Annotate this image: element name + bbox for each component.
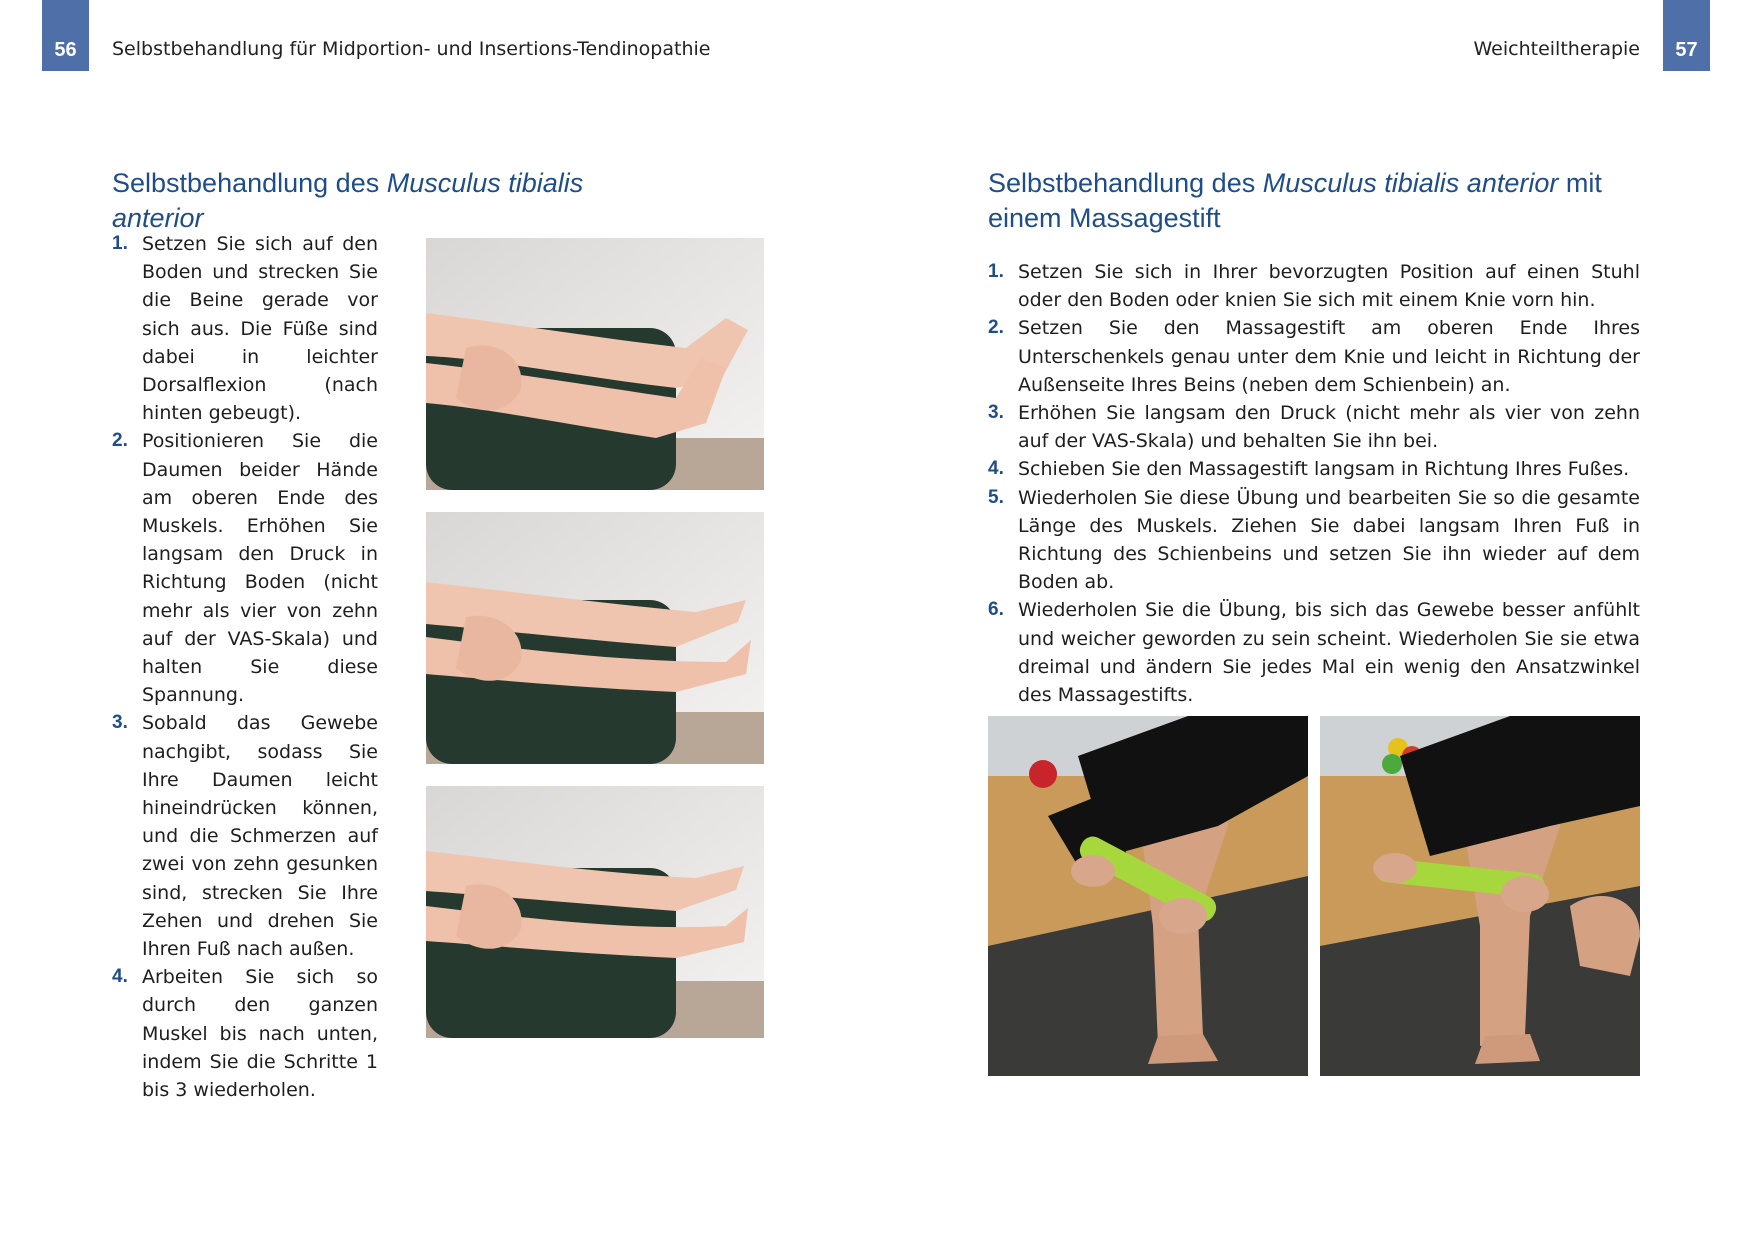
- photo-legs-step-3: [426, 786, 764, 1038]
- list-item: [988, 455, 1640, 483]
- step-number: 4.: [988, 458, 1004, 480]
- step-number: 1.: [112, 233, 128, 254]
- section-heading-left: [112, 166, 672, 236]
- step-text: Setzen Sie den Massagestift am oberen Ende Ihres Unterschenkels genau unter dem Knie und leicht in Richtung der Außenseite Ihres Beins (neben dem Schienbein) an.: [1018, 317, 1640, 396]
- list-item: [988, 399, 1640, 455]
- list-item: [112, 230, 378, 427]
- list-item: [988, 484, 1640, 597]
- photo-legs-step-1: [426, 238, 764, 490]
- heading-italic: Musculus tibialis anterior: [112, 168, 584, 233]
- photo-massage-stick-1: [988, 716, 1308, 1076]
- list-item: [988, 596, 1640, 709]
- section-heading-right: [988, 166, 1648, 236]
- heading-suffix: mit einem Massagestift: [988, 168, 1602, 233]
- running-head-right: Weichteiltherapie: [1473, 38, 1640, 60]
- step-number: 2.: [112, 430, 128, 452]
- list-item: [988, 314, 1640, 399]
- heading-prefix: Selbstbehandlung des: [112, 168, 387, 198]
- list-item: [112, 427, 378, 709]
- step-text: Setzen Sie sich in Ihrer bevorzugten Position auf einen Stuhl oder den Boden oder knien Sie sich mit einem Knie vorn hin.: [1018, 261, 1640, 312]
- step-number: 1.: [988, 261, 1004, 282]
- running-head-left: Selbstbehandlung für Midportion- und Insertions-Tendinopathie: [112, 38, 711, 60]
- page-number-right: 57: [1663, 0, 1710, 71]
- step-number: 3.: [112, 712, 128, 734]
- step-text: Arbeiten Sie sich so durch den ganzen Muskel bis nach unten, indem Sie die Schritte 1 bis 3 wiederholen.: [142, 966, 378, 1102]
- page-number-left: 56: [42, 0, 89, 71]
- step-number: 2.: [988, 317, 1004, 339]
- step-text: Setzen Sie sich auf den Boden und strecken Sie die Beine gerade vor sich aus. Die Füße sind dabei in leichter Dorsalflexion (nach hinten gebeugt).: [142, 233, 378, 425]
- heading-italic: Musculus tibialis anterior: [1262, 168, 1559, 198]
- step-text: Sobald das Gewebe nachgibt, sodass Sie Ihre Daumen leicht hineindrücken können, und die Schmerzen auf zwei von zehn gesunken sind, strecken Sie Ihre Zehen und drehen Sie Ihren Fuß nach außen.: [142, 712, 378, 961]
- photo-legs-step-2: [426, 512, 764, 764]
- step-number: 3.: [988, 402, 1004, 424]
- heading-prefix: Selbstbehandlung des: [988, 168, 1263, 198]
- step-text: Erhöhen Sie langsam den Druck (nicht mehr als vier von zehn auf der VAS-Skala) und behalten Sie ihn bei.: [1018, 402, 1640, 453]
- step-text: Wiederholen Sie diese Übung und bearbeiten Sie so die gesamte Länge des Muskels. Ziehen Sie dabei langsam Ihren Fuß in Richtung des Schienbeins und setzen Sie ihn wieder auf dem Boden ab.: [1018, 486, 1640, 594]
- step-text: Wiederholen Sie die Übung, bis sich das Gewebe besser anfühlt und weicher geworden zu sein scheint. Wiederholen Sie sie etwa dreimal und ändern Sie jedes Mal ein wenig den Ansatzwinkel des Massagestifts.: [1018, 599, 1640, 707]
- step-text: Positionieren Sie die Daumen beider Hände am oberen Ende des Muskels. Erhöhen Sie langsam den Druck in Richtung Boden (nicht mehr als vier von zehn auf der VAS-Skala) und halten Sie diese Spannung.: [142, 430, 378, 707]
- list-item: [988, 258, 1640, 314]
- steps-list-right: [988, 258, 1640, 709]
- step-text: Schieben Sie den Massagestift langsam in Richtung Ihres Fußes.: [1018, 458, 1630, 481]
- step-number: 5.: [988, 486, 1004, 508]
- list-item: [112, 709, 378, 963]
- steps-list-left: [112, 230, 378, 1104]
- photo-massage-stick-2: [1320, 716, 1640, 1076]
- step-number: 4.: [112, 966, 128, 988]
- list-item: [112, 963, 378, 1104]
- step-number: 6.: [988, 599, 1004, 621]
